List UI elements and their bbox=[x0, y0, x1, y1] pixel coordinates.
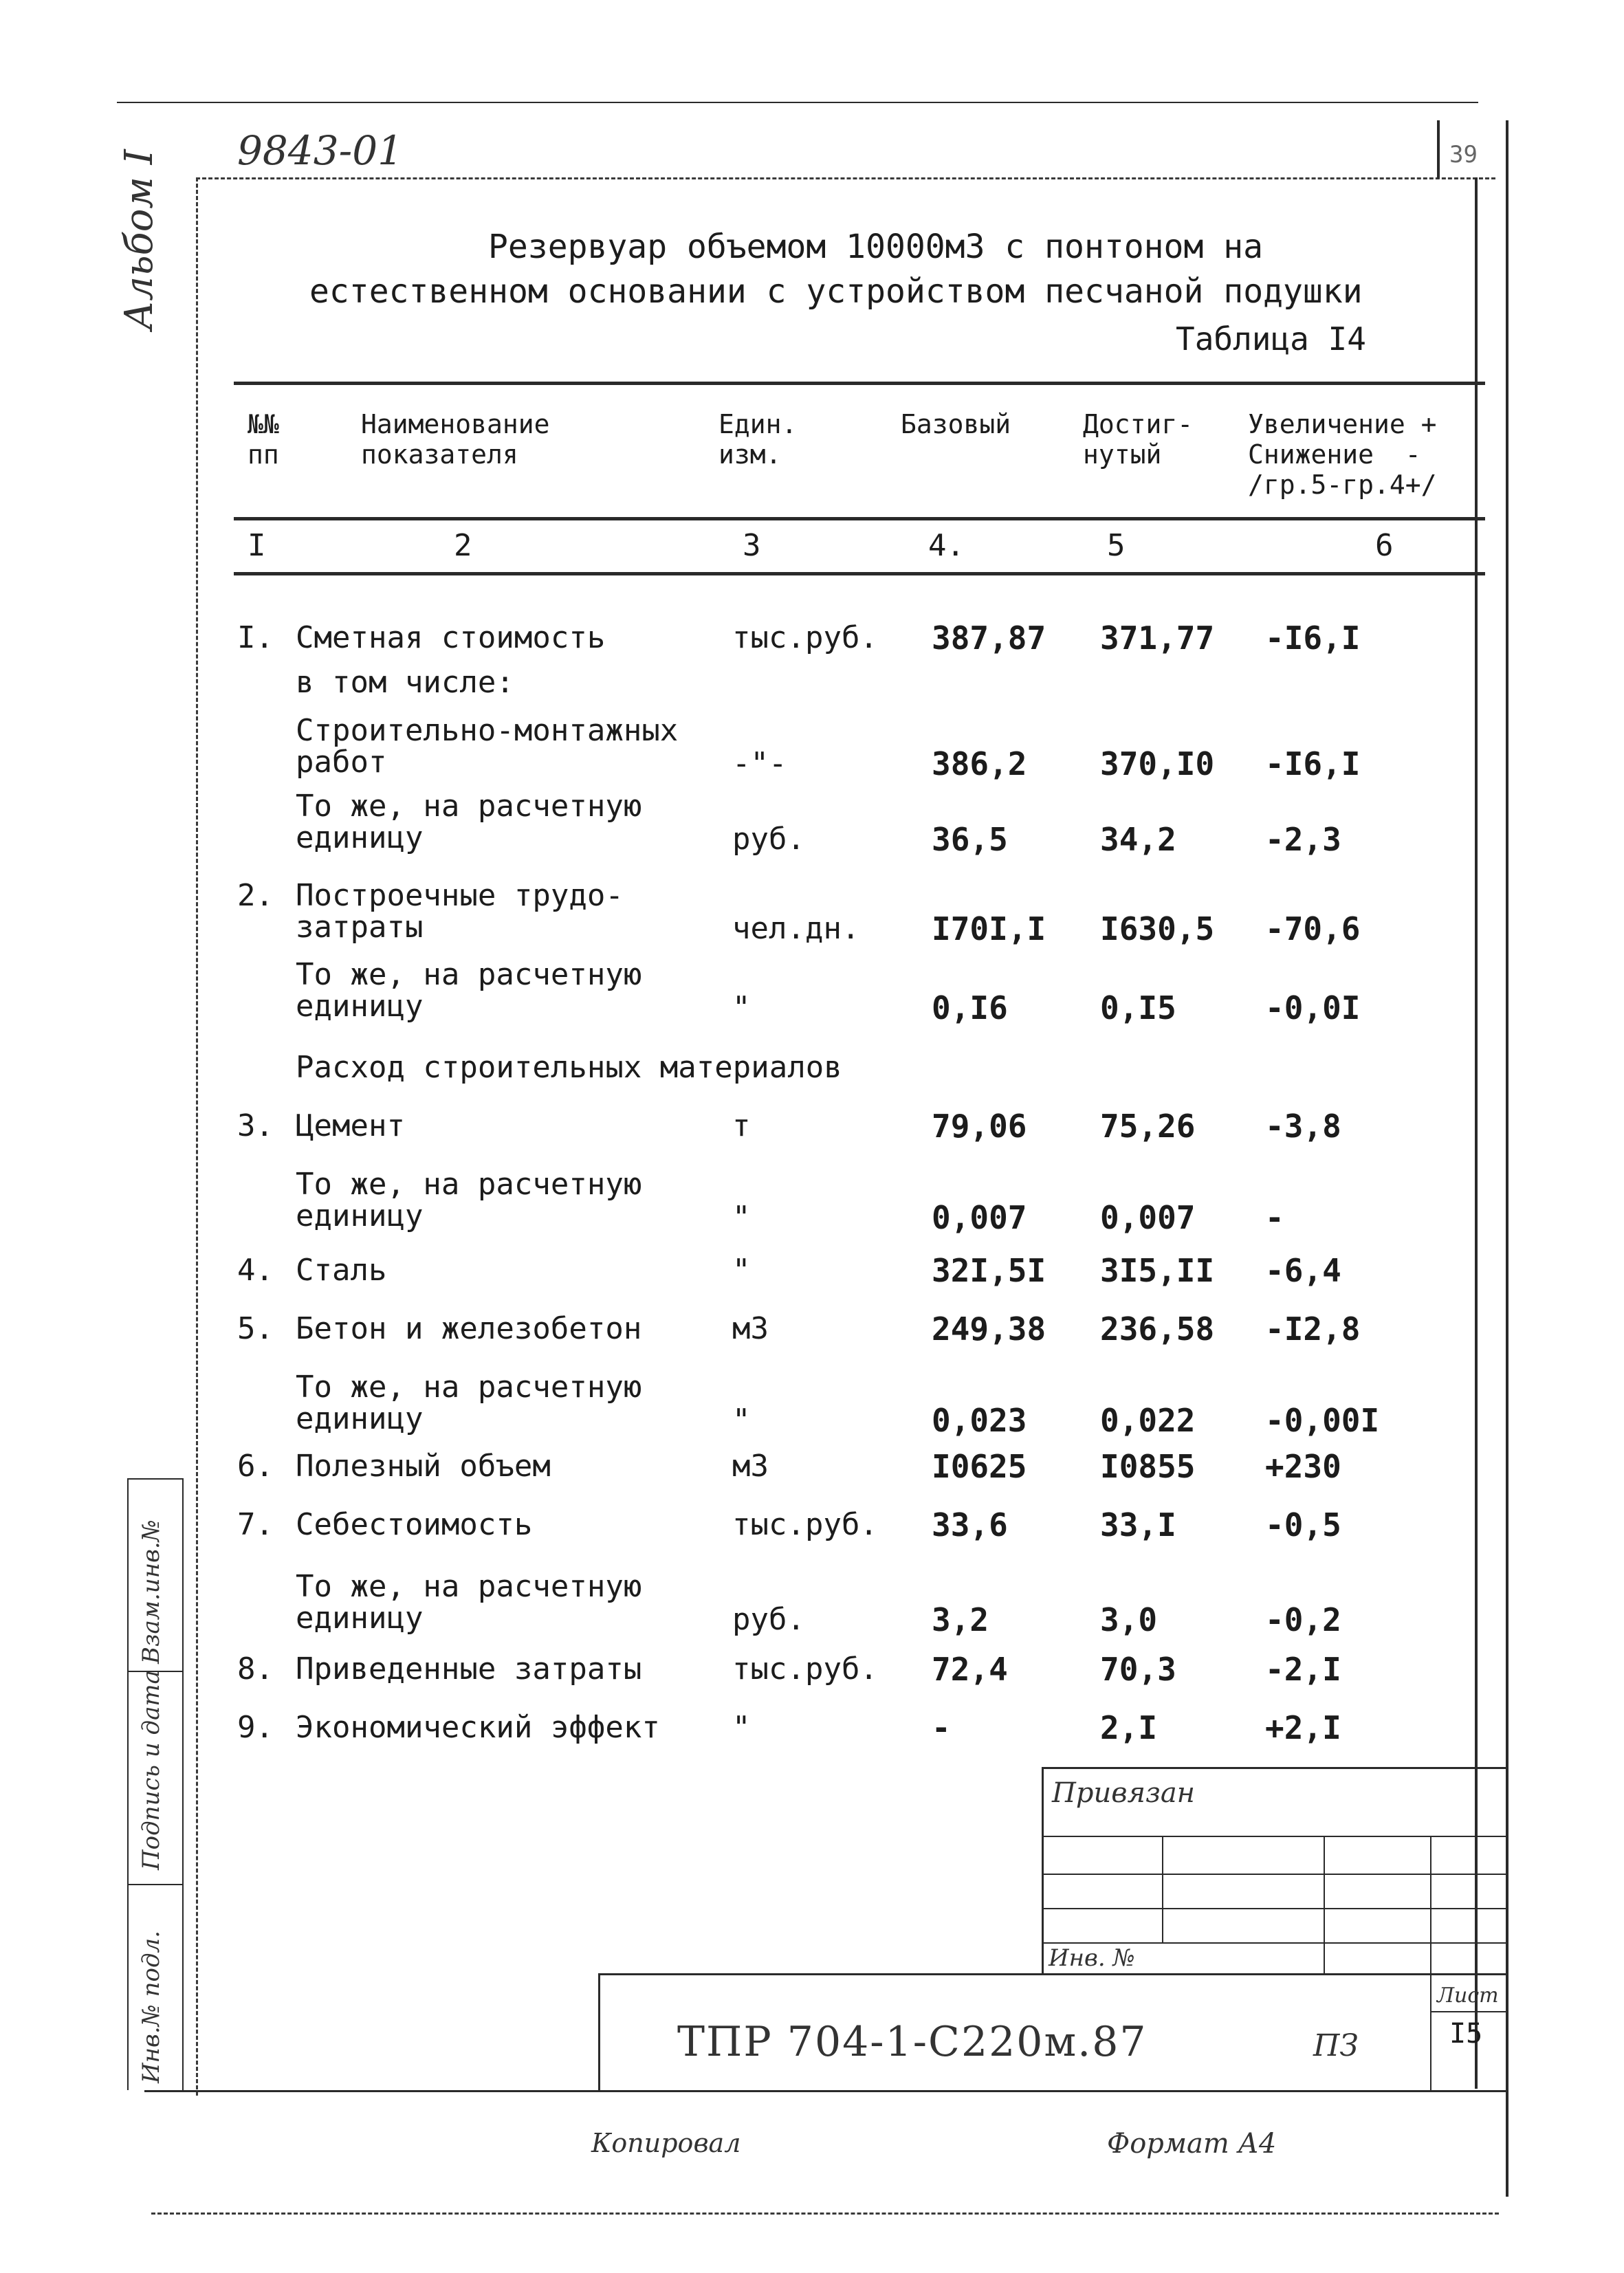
right-frame-inner bbox=[1475, 177, 1478, 2089]
row-change-value: -I6,I bbox=[1265, 745, 1361, 782]
row-indicator-name: Полезный объем bbox=[296, 1449, 551, 1484]
row-number: I. bbox=[237, 620, 274, 655]
row-indicator-name: Приведенные затраты bbox=[296, 1651, 642, 1687]
title-line-2: естественном основании с устройством песчаной подушки bbox=[309, 272, 1363, 311]
row-unit: руб. bbox=[732, 1602, 805, 1637]
row-indicator-name: Сталь bbox=[296, 1253, 387, 1288]
row-indicator-name: Расход строительных материалов bbox=[296, 1050, 842, 1085]
row-unit: м3 bbox=[732, 1449, 769, 1484]
stamp-col-2 bbox=[1324, 1836, 1325, 1973]
header-unit: Един. изм. bbox=[718, 409, 798, 470]
page-corner-number: 39 bbox=[1449, 141, 1478, 168]
row-unit: тыс.руб. bbox=[732, 1651, 878, 1687]
side-stamp-right bbox=[182, 1478, 184, 2090]
row-change-value: - bbox=[1265, 1199, 1284, 1236]
row-indicator-name: То же, на расчетную единицу bbox=[296, 957, 642, 1024]
table-top-rule bbox=[234, 382, 1485, 385]
header-bottom-rule bbox=[234, 517, 1485, 520]
row-change-value: -70,6 bbox=[1265, 910, 1361, 947]
row-unit: " bbox=[732, 1710, 751, 1745]
row-number: 9. bbox=[237, 1710, 274, 1745]
column-number: I bbox=[248, 528, 266, 563]
row-unit: " bbox=[732, 1403, 751, 1438]
table-label: Таблица I4 bbox=[1176, 320, 1366, 358]
column-number: 4. bbox=[928, 528, 965, 563]
row-achieved-value: 34,2 bbox=[1100, 821, 1176, 858]
side-label-replacement-inv: Взам.инв.№ bbox=[138, 1519, 165, 1664]
row-unit: м3 bbox=[732, 1311, 769, 1346]
row-indicator-name: То же, на расчетную единицу bbox=[296, 1167, 642, 1233]
row-base-value: I0625 bbox=[932, 1448, 1027, 1485]
stamp-row-3 bbox=[1042, 1908, 1506, 1909]
stamp-row-2 bbox=[1042, 1874, 1506, 1875]
row-indicator-name: То же, на расчетную единицу bbox=[296, 1569, 642, 1636]
row-base-value: 387,87 bbox=[932, 619, 1046, 657]
row-indicator-name: Себестоимость bbox=[296, 1507, 533, 1542]
header-base: Базовый bbox=[901, 409, 1011, 439]
title-block-top bbox=[598, 1973, 1506, 1975]
title-line-1: Резервуар объемом 10000м3 с понтоном на bbox=[488, 228, 1264, 266]
row-base-value: 3,2 bbox=[932, 1601, 989, 1638]
row-number: 2. bbox=[237, 878, 274, 913]
row-base-value: I70I,I bbox=[932, 910, 1046, 947]
column-number: 2 bbox=[454, 528, 472, 563]
title-block-section: ПЗ bbox=[1313, 2028, 1359, 2063]
title-block-code: ТПР 704-1-С220м.87 bbox=[677, 2018, 1148, 2066]
header-number: №№ пп bbox=[248, 409, 279, 470]
column-number: 5 bbox=[1107, 528, 1126, 563]
row-achieved-value: 33,I bbox=[1100, 1506, 1176, 1544]
row-unit: " bbox=[732, 1200, 751, 1235]
row-change-value: -6,4 bbox=[1265, 1252, 1341, 1289]
stamp-row-1 bbox=[1042, 1836, 1506, 1837]
row-base-value: - bbox=[932, 1709, 951, 1746]
row-base-value: 32I,5I bbox=[932, 1252, 1046, 1289]
row-achieved-value: 0,022 bbox=[1100, 1402, 1196, 1439]
header-indicator: Наименование показателя bbox=[361, 409, 550, 470]
row-change-value: -I6,I bbox=[1265, 619, 1361, 657]
row-change-value: -2,3 bbox=[1265, 821, 1341, 858]
album-label: Альбом I bbox=[117, 149, 162, 330]
sheet-number: I5 bbox=[1449, 2018, 1483, 2050]
row-unit: тыс.руб. bbox=[732, 620, 878, 655]
sheet-label: Лист bbox=[1437, 1984, 1499, 2008]
row-base-value: 386,2 bbox=[932, 745, 1027, 782]
corner-box-left bbox=[1437, 120, 1440, 179]
row-achieved-value: 75,26 bbox=[1100, 1108, 1196, 1145]
row-unit: -"- bbox=[732, 746, 787, 781]
row-unit: " bbox=[732, 1253, 751, 1288]
row-indicator-name: Сметная стоимость bbox=[296, 620, 606, 655]
row-change-value: -I2,8 bbox=[1265, 1310, 1361, 1348]
row-indicator-name: Строительно-монтажных работ bbox=[296, 713, 679, 780]
row-change-value: -3,8 bbox=[1265, 1108, 1341, 1145]
row-base-value: 0,I6 bbox=[932, 989, 1008, 1026]
side-stamp-div-1 bbox=[127, 1478, 182, 1480]
row-indicator-name: То же, на расчетную единицу bbox=[296, 1370, 642, 1436]
row-unit: руб. bbox=[732, 822, 805, 857]
top-border-line bbox=[117, 102, 1478, 103]
row-indicator-name: Экономический эффект bbox=[296, 1710, 660, 1745]
row-number: 8. bbox=[237, 1651, 274, 1687]
inner-top-frame bbox=[196, 177, 1495, 179]
side-label-inv-original: Инв.№ подл. bbox=[138, 1931, 165, 2083]
left-frame bbox=[196, 177, 198, 2096]
row-achieved-value: I0855 bbox=[1100, 1448, 1196, 1485]
row-unit: " bbox=[732, 990, 751, 1025]
row-achieved-value: 0,007 bbox=[1100, 1199, 1196, 1236]
row-unit: тыс.руб. bbox=[732, 1507, 878, 1542]
copied-by-label: Копировал bbox=[591, 2128, 741, 2158]
privyazan-label: Привязан bbox=[1052, 1777, 1196, 1809]
stamp-row-4 bbox=[1042, 1942, 1506, 1944]
row-achieved-value: I630,5 bbox=[1100, 910, 1215, 947]
column-numbers-rule bbox=[234, 572, 1485, 575]
row-achieved-value: 236,58 bbox=[1100, 1310, 1215, 1348]
row-indicator-name: То же, на расчетную единицу bbox=[296, 789, 642, 855]
row-base-value: 72,4 bbox=[932, 1651, 1008, 1688]
row-achieved-value: 370,I0 bbox=[1100, 745, 1215, 782]
page-bottom-line bbox=[151, 2212, 1499, 2215]
row-number: 4. bbox=[237, 1253, 274, 1288]
row-change-value: -0,00I bbox=[1265, 1402, 1380, 1439]
row-number: 3. bbox=[237, 1108, 274, 1143]
document-code: 9843-01 bbox=[237, 127, 404, 174]
row-number: 6. bbox=[237, 1449, 274, 1484]
sheet-divider bbox=[1430, 2011, 1506, 2012]
row-achieved-value: 2,I bbox=[1100, 1709, 1158, 1746]
row-achieved-value: 371,77 bbox=[1100, 619, 1215, 657]
right-frame-outer bbox=[1506, 120, 1508, 2197]
bottom-frame bbox=[144, 2090, 1506, 2092]
stamp-col-1 bbox=[1162, 1836, 1163, 1942]
column-number: 6 bbox=[1375, 528, 1394, 563]
title-block-left bbox=[598, 1973, 600, 2090]
inv-number-label: Инв. № bbox=[1049, 1944, 1135, 1972]
row-change-value: -0,5 bbox=[1265, 1506, 1341, 1544]
row-achieved-value: 3,0 bbox=[1100, 1601, 1158, 1638]
row-unit: чел.дн. bbox=[732, 911, 860, 946]
row-base-value: 249,38 bbox=[932, 1310, 1046, 1348]
row-change-value: +2,I bbox=[1265, 1709, 1341, 1746]
header-change: Увеличение + Снижение - /гр.5-гр.4+/ bbox=[1248, 409, 1437, 500]
row-achieved-value: 70,3 bbox=[1100, 1651, 1176, 1688]
side-label-signature-date: Подпись и дата bbox=[138, 1670, 165, 1870]
row-base-value: 33,6 bbox=[932, 1506, 1008, 1544]
row-number: 5. bbox=[237, 1311, 274, 1346]
row-unit: т bbox=[732, 1108, 751, 1143]
header-achieved: Достиг- нутый bbox=[1083, 409, 1194, 470]
row-change-value: -0,0I bbox=[1265, 989, 1361, 1026]
row-base-value: 0,007 bbox=[932, 1199, 1027, 1236]
format-label: Формат А4 bbox=[1107, 2128, 1277, 2160]
row-change-value: -0,2 bbox=[1265, 1601, 1341, 1638]
side-stamp-div-3 bbox=[127, 1884, 182, 1885]
row-change-value: -2,I bbox=[1265, 1651, 1341, 1688]
row-base-value: 79,06 bbox=[932, 1108, 1027, 1145]
row-indicator-name: Построечные трудо- затраты bbox=[296, 878, 624, 945]
stamp-top bbox=[1042, 1767, 1506, 1769]
row-base-value: 36,5 bbox=[932, 821, 1008, 858]
row-indicator-name: Цемент bbox=[296, 1108, 405, 1143]
row-achieved-value: 0,I5 bbox=[1100, 989, 1176, 1026]
row-achieved-value: 3I5,II bbox=[1100, 1252, 1215, 1289]
row-number: 7. bbox=[237, 1507, 274, 1542]
column-number: 3 bbox=[743, 528, 761, 563]
side-stamp-left bbox=[127, 1478, 129, 2090]
row-change-value: +230 bbox=[1265, 1448, 1341, 1485]
row-base-value: 0,023 bbox=[932, 1402, 1027, 1439]
row-indicator-name: Бетон и железобетон bbox=[296, 1311, 642, 1346]
row-indicator-name: в том числе: bbox=[296, 665, 514, 700]
stamp-col-3 bbox=[1430, 1836, 1431, 2090]
